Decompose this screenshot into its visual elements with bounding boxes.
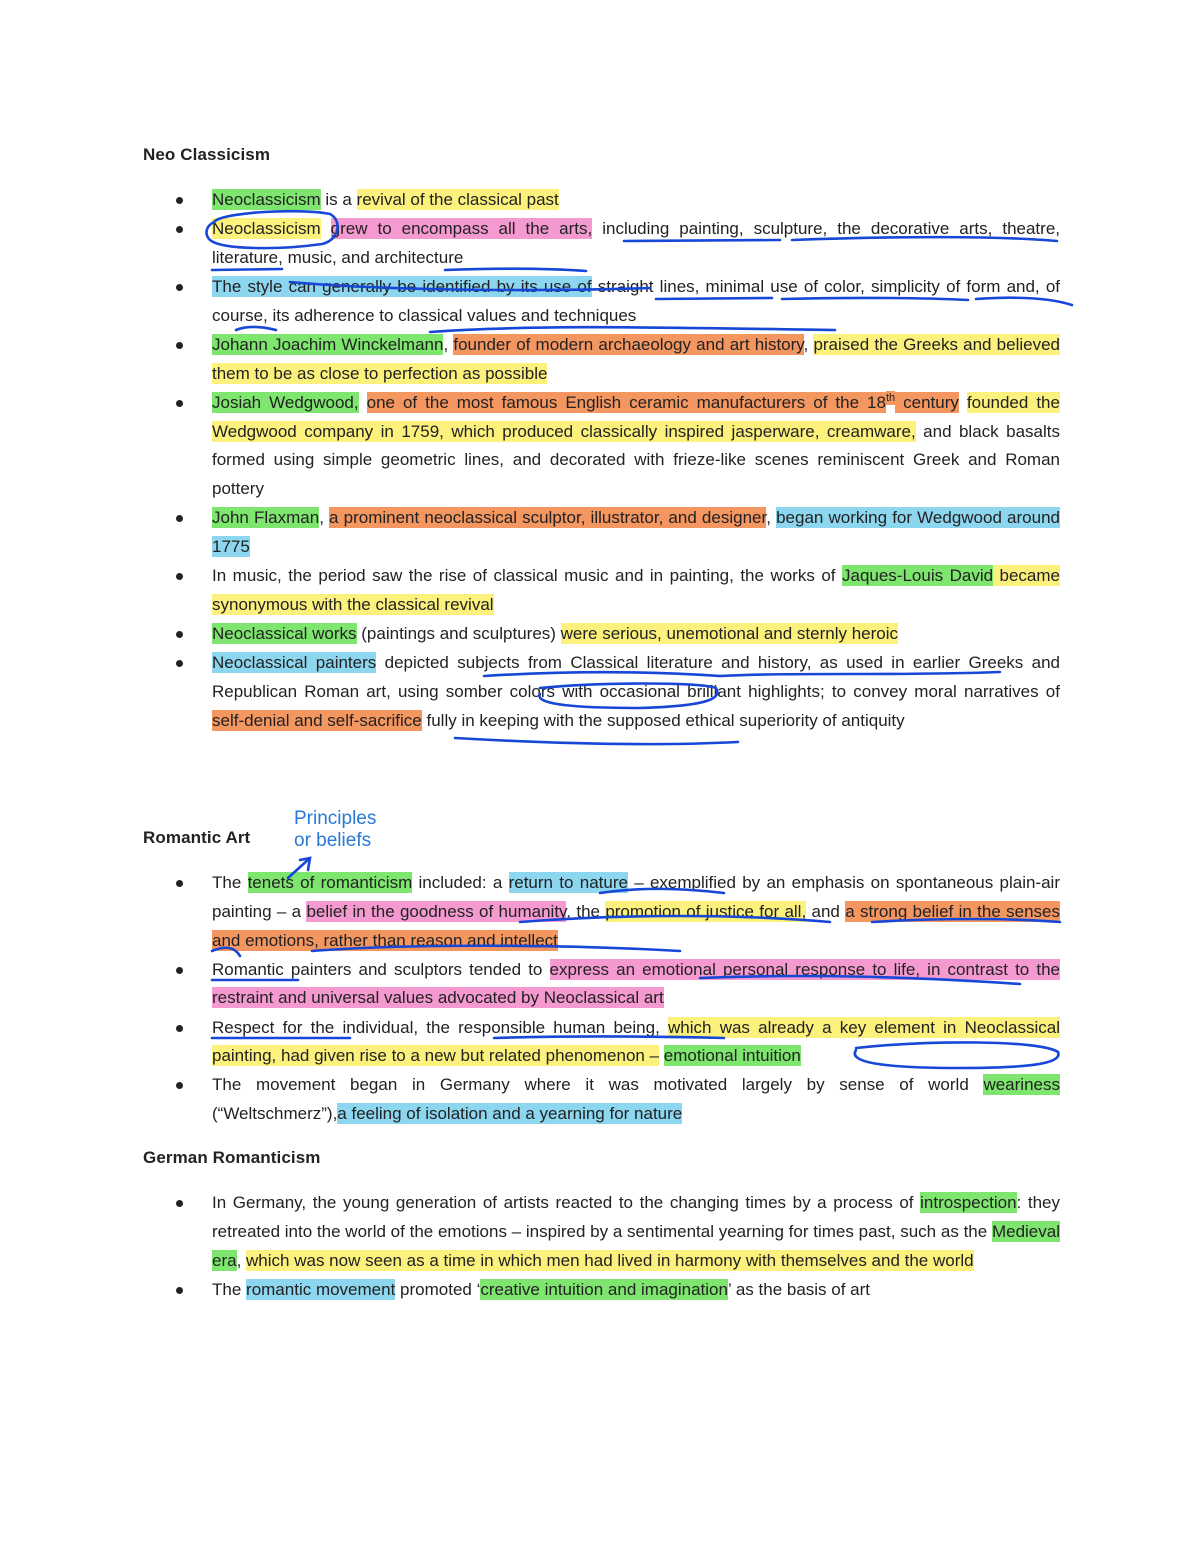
bullet-item <box>212 1071 1060 1129</box>
text-run: depicted subjects from Classical literature and history, as used in earlier Greeks and Republican Roman art, using somber colors with occasional brilliant highlights; to convey moral narratives of <box>212 653 1060 701</box>
highlighted-text: revival of the classical past <box>356 190 559 209</box>
handwritten-annotation <box>294 808 376 852</box>
bullet-item <box>212 1189 1060 1275</box>
section-heading-romantic-art: Romantic Art <box>143 828 251 847</box>
highlighted-text: weariness <box>983 1075 1060 1095</box>
highlighted-text: founded the Wedgwood company in 1759, which produced classically inspired jasperware, creamware, <box>212 392 1060 441</box>
highlighted-text: Josiah Wedgwood, <box>212 392 359 412</box>
text-run: included: a <box>412 873 509 892</box>
highlighted-text: The style can generally be identified by its use of <box>212 276 592 296</box>
text-run: Respect for the individual, the responsible human being, <box>212 1017 669 1037</box>
highlighted-text: a strong belief in the senses and emotions, rather than reason and intellect <box>212 901 1060 950</box>
text-run: (paintings and sculptures) <box>356 624 561 644</box>
annotation-line-1: Principles <box>294 808 377 829</box>
highlighted-text: became synonymous with the classical revival <box>212 566 1061 614</box>
highlighted-text: a feeling of isolation and a yearning for nature <box>337 1104 683 1124</box>
highlighted-text: century <box>895 392 959 412</box>
bullet-list-german-romanticism <box>212 1189 1060 1305</box>
text-run: including painting, sculpture, the decorative arts, theatre, literature, music, and architecture <box>212 219 1060 267</box>
text-run: is a <box>320 190 357 209</box>
bullet-item <box>212 273 1060 331</box>
highlighted-text: Neoclassical painters <box>212 653 377 673</box>
text-run: : they retreated into the world of the emotions – inspired by a sentimental yearning for times past, such as the <box>212 1193 1060 1241</box>
bullet-item <box>212 620 1060 649</box>
section-heading-german-romanticism: German Romanticism <box>143 1148 321 1167</box>
text-run: , <box>803 334 814 354</box>
text-run <box>321 219 331 238</box>
text-run: The <box>212 1279 247 1299</box>
text-run: In music, the period saw the rise of classical music and in painting, the works of <box>212 566 842 586</box>
text-run: The movement began in Germany where it was motivated largely by sense of world <box>212 1075 984 1095</box>
highlighted-text: John Flaxman <box>212 508 320 528</box>
text-run: Romantic painters and sculptors tended to <box>212 959 550 979</box>
text-run: promoted ‘ <box>395 1279 481 1299</box>
highlighted-text: self-denial and self-sacrifice <box>212 710 422 730</box>
highlighted-text: belief in the goodness of humanity <box>306 901 567 921</box>
text-run: , <box>236 1250 247 1270</box>
highlighted-text: promotion of justice for all, <box>605 901 807 921</box>
highlighted-text: return to nature <box>508 873 628 892</box>
highlighted-text: which was now seen as a time in which men had lived in harmony with themselves and the world <box>246 1250 974 1270</box>
highlighted-text: th <box>885 392 896 405</box>
bullet-item <box>212 956 1060 1014</box>
text-run: , the <box>566 901 606 921</box>
highlighted-text: Jaques-Louis David <box>841 566 994 586</box>
highlighted-text: express an emotional personal response to life, in contrast to the restraint and universal values advocated by Neoclassical art <box>212 959 1061 1008</box>
text-run: In Germany, the young generation of artists reacted to the changing times by a process of <box>212 1193 921 1212</box>
highlighted-text: tenets of romanticism <box>247 873 413 892</box>
highlighted-text: a prominent neoclassical sculptor, illustrator, and designer <box>329 508 767 528</box>
highlighted-text: were serious, unemotional and sternly heroic <box>560 624 898 644</box>
highlighted-text: which was already a key element in Neoclassical painting, had given rise to a new but related phenomenon – <box>212 1017 1060 1066</box>
highlighted-text: Johann Joachim Winckelmann <box>212 334 444 354</box>
highlighted-text: romantic movement <box>246 1279 396 1299</box>
highlighted-text: introspection <box>920 1193 1017 1212</box>
annotation-line-2: or beliefs <box>294 830 372 851</box>
section-heading-neo-classicism: Neo Classicism <box>143 145 271 164</box>
highlighted-text: Neoclassicism <box>212 219 321 239</box>
highlighted-text: praised the Greeks and believed them to be as close to perfection as possible <box>212 334 1061 383</box>
bullet-item <box>212 186 1060 215</box>
text-run: , <box>766 508 777 528</box>
bullet-item <box>212 562 1060 620</box>
bullet-list-romantic-art <box>212 869 1060 1129</box>
text-run: – exemplified by an emphasis on spontaneous plain-air painting – a <box>212 873 1060 921</box>
highlighted-text: Neoclassical works <box>212 624 357 644</box>
text-run <box>359 393 367 412</box>
highlighted-text: founder of modern archaeology and art history <box>453 334 804 354</box>
bullet-item <box>212 869 1060 955</box>
bullet-item <box>212 649 1060 735</box>
bullet-item <box>212 504 1060 562</box>
text-run <box>959 393 967 412</box>
text-run: , <box>319 508 330 528</box>
highlighted-text: one of the most famous English ceramic manufacturers of the 18 <box>366 392 886 412</box>
text-run: ’ as the basis of art <box>727 1279 871 1299</box>
text-run: straight lines, minimal use of color, simplicity of form and, of course, its adherence to classical values and techniques <box>212 276 1060 325</box>
ink-underline-self-denial <box>455 738 738 744</box>
text-run: fully in keeping with the supposed ethical superiority of antiquity <box>421 710 905 730</box>
text-run: and <box>806 901 846 921</box>
bullet-item <box>212 215 1060 273</box>
bullet-item <box>212 1276 1060 1305</box>
highlighted-text: creative intuition and imagination <box>480 1279 728 1299</box>
text-run: and black basalts formed using simple geometric lines, and decorated with frieze-like scenes reminiscent Greek and Roman pottery <box>212 421 1060 499</box>
bullet-item <box>212 1014 1060 1072</box>
highlighted-text: began working for Wedgwood around 1775 <box>212 508 1060 557</box>
text-run: , <box>443 334 454 354</box>
highlighted-text: Medieval era <box>212 1221 1060 1270</box>
text-run: The <box>212 873 248 892</box>
bullet-list-neo-classicism <box>212 186 1060 736</box>
highlighted-text: emotional intuition <box>663 1046 801 1066</box>
highlighted-text: Neoclassicism <box>212 190 321 209</box>
bullet-item <box>212 331 1060 389</box>
text-run: (“Weltschmerz”), <box>212 1104 338 1124</box>
bullet-item <box>212 389 1060 504</box>
highlighted-text: grew to encompass all the arts, <box>330 219 593 239</box>
